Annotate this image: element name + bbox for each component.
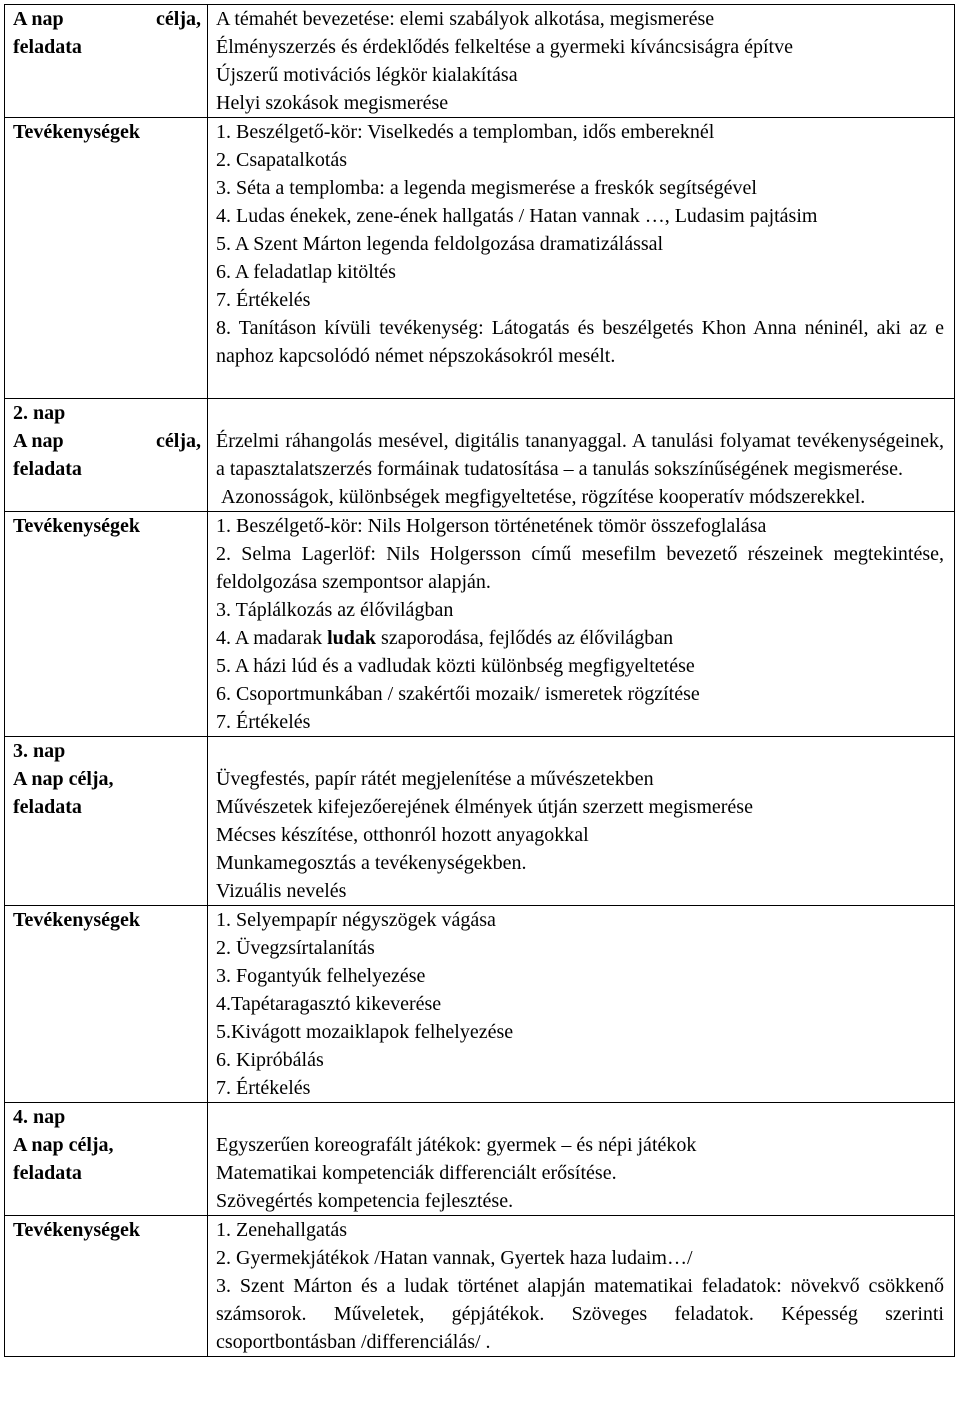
day4-goal-line: Egyszerűen koreografált játékok: gyermek – és népi játékok	[216, 1134, 697, 1156]
day4-goal-label	[5, 1103, 208, 1216]
day3-goal-line: Üvegfestés, papír rátét megjelenítése a művészetekben	[216, 768, 654, 790]
day1-goal-line: A témahét bevezetése: elemi szabályok alkotása, megismerése	[216, 8, 715, 30]
day2-goal-row	[5, 399, 955, 512]
day4-activity: 3. Szent Márton és a ludak történet alapján matematikai feladatok: növekvő csökkenő számsorok. Műveletek, gépjátékok. Szöveges feladatok. Képesség szerinti csoportbontásban /differenciálás/ .	[216, 1275, 944, 1353]
day3-activity: 7. Értékelés	[216, 1077, 311, 1099]
day2-goal-label-b: célja,	[156, 430, 201, 452]
day2-activity4-bold: ludak	[327, 627, 377, 649]
day4-activities-label: Tevékenységek	[5, 1216, 208, 1357]
day4-goal-line: Szövegértés kompetencia fejlesztése.	[216, 1190, 514, 1212]
day3-activity: 1. Selyempapír négyszögek vágása	[216, 909, 496, 931]
day1-goal-label	[5, 5, 208, 118]
day2-day-label: 2. nap	[13, 402, 66, 424]
day1-activities-label: Tevékenységek	[5, 118, 208, 399]
day2-goal-label-c: feladata	[13, 458, 82, 480]
day3-goal-row	[5, 737, 955, 906]
day1-goal-content	[208, 5, 955, 118]
day3-goal-label-a: A nap célja,	[13, 768, 114, 790]
day2-goal-paragraph: Érzelmi ráhangolás mesével, digitális tananyaggal. A tanulási folyamat tevékenységeinek, a tapasztalatszerzés formáinak tudatosítása – a tanulás sokszínűségének megismerése.	[216, 430, 944, 480]
day1-goal-label-b: célja,	[156, 8, 201, 30]
day4-goal-label-c: feladata	[13, 1162, 82, 1184]
day3-activities-row	[5, 906, 955, 1103]
day2-goal-label	[5, 399, 208, 512]
day2-activity4-pre: 4. A madarak	[216, 627, 328, 649]
day1-activity: 3. Séta a templomba: a legenda megismerése a freskók segítségével	[216, 177, 757, 199]
day4-goal-line: Matematikai kompetenciák differenciált erősítése.	[216, 1162, 617, 1184]
day1-goal-row	[5, 5, 955, 118]
day4-activity: 1. Zenehallgatás	[216, 1219, 348, 1241]
day1-activity: 5. A Szent Márton legenda feldolgozása dramatizálással	[216, 233, 664, 255]
day4-activities-content	[208, 1216, 955, 1357]
day1-activity: 6. A feladatlap kitöltés	[216, 261, 396, 283]
day1-goal-line: Helyi szokások megismerése	[216, 92, 449, 114]
day1-goal-line: Újszerű motivációs légkör kialakítása	[216, 64, 518, 86]
day3-activity: 3. Fogantyúk felhelyezése	[216, 965, 426, 987]
day4-goal-label-a: A nap célja,	[13, 1134, 114, 1156]
day3-activities-label: Tevékenységek	[5, 906, 208, 1103]
day2-activity: 1. Beszélgető-kör: Nils Holgerson történetének tömör összefoglalása	[216, 515, 767, 537]
day1-goal-label-a: A nap	[13, 8, 64, 30]
day2-goal-content	[208, 399, 955, 512]
day2-activities-label: Tevékenységek	[5, 512, 208, 737]
day3-goal-line: Munkamegosztás a tevékenységekben.	[216, 852, 527, 874]
day3-goal-line: Művészetek kifejezőerejének élmények útján szerzett megismerése	[216, 796, 753, 818]
day4-activities-row	[5, 1216, 955, 1357]
day1-activities-content	[208, 118, 955, 399]
day3-goal-content	[208, 737, 955, 906]
day3-activity: 4.Tapétaragasztó kikeverése	[216, 993, 442, 1015]
day2-goal-paragraph: Azonosságok, különbségek megfigyeltetése, rögzítése kooperatív módszerekkel.	[216, 486, 866, 508]
day1-activity: 1. Beszélgető-kör: Viselkedés a templomban, idős embereknél	[216, 121, 715, 143]
day1-activity: 7. Értékelés	[216, 289, 311, 311]
day1-goal-label-c: feladata	[13, 36, 82, 58]
day3-activities-content	[208, 906, 955, 1103]
day2-activities-row	[5, 512, 955, 737]
day2-activity: 2. Selma Lagerlöf: Nils Holgersson című mesefilm bevezető részeinek megtekintése, feldolgozása szempontsor alapján.	[216, 543, 944, 593]
day1-goal-line: Élményszerzés és érdeklődés felkeltése a gyermeki kíváncsiságra építve	[216, 36, 793, 58]
day1-activity: 4. Ludas énekek, zene-ének hallgatás / Hatan vannak …, Ludasim pajtásim	[216, 205, 818, 227]
day1-activity: 2. Csapatalkotás	[216, 149, 348, 171]
day4-day-label: 4. nap	[13, 1106, 66, 1128]
day4-activity: 2. Gyermekjátékok /Hatan vannak, Gyertek haza ludaim…/	[216, 1247, 693, 1269]
day4-goal-row	[5, 1103, 955, 1216]
day3-goal-label-c: feladata	[13, 796, 82, 818]
day2-activity: 7. Értékelés	[216, 711, 311, 733]
day1-activity: 8. Tanításon kívüli tevékenység: Látogatás és beszélgetés Khon Anna néninél, aki az e naphoz kapcsolódó német népszokásokról mesélt.	[216, 317, 944, 367]
day3-goal-line: Mécses készítése, otthonról hozott anyagokkal	[216, 824, 589, 846]
day2-activity: 5. A házi lúd és a vadludak közti különbség megfigyeltetése	[216, 655, 695, 677]
day3-activity: 2. Üvegzsírtalanítás	[216, 937, 375, 959]
day2-activity	[216, 624, 944, 652]
day3-goal-line: Vizuális nevelés	[216, 880, 347, 902]
day2-activity: 6. Csoportmunkában / szakértői mozaik/ ismeretek rögzítése	[216, 683, 700, 705]
lesson-plan-table	[4, 4, 955, 1357]
day3-day-label: 3. nap	[13, 740, 66, 762]
day2-activities-content	[208, 512, 955, 737]
day2-goal-label-a: A nap	[13, 430, 64, 452]
day3-goal-label	[5, 737, 208, 906]
day2-activity4-post: szaporodása, fejlődés az élővilágban	[376, 627, 674, 649]
day3-activity: 6. Kipróbálás	[216, 1049, 324, 1071]
day4-goal-content	[208, 1103, 955, 1216]
day3-activity: 5.Kivágott mozaiklapok felhelyezése	[216, 1021, 514, 1043]
day2-activity: 3. Táplálkozás az élővilágban	[216, 599, 454, 621]
day1-activities-row	[5, 118, 955, 399]
